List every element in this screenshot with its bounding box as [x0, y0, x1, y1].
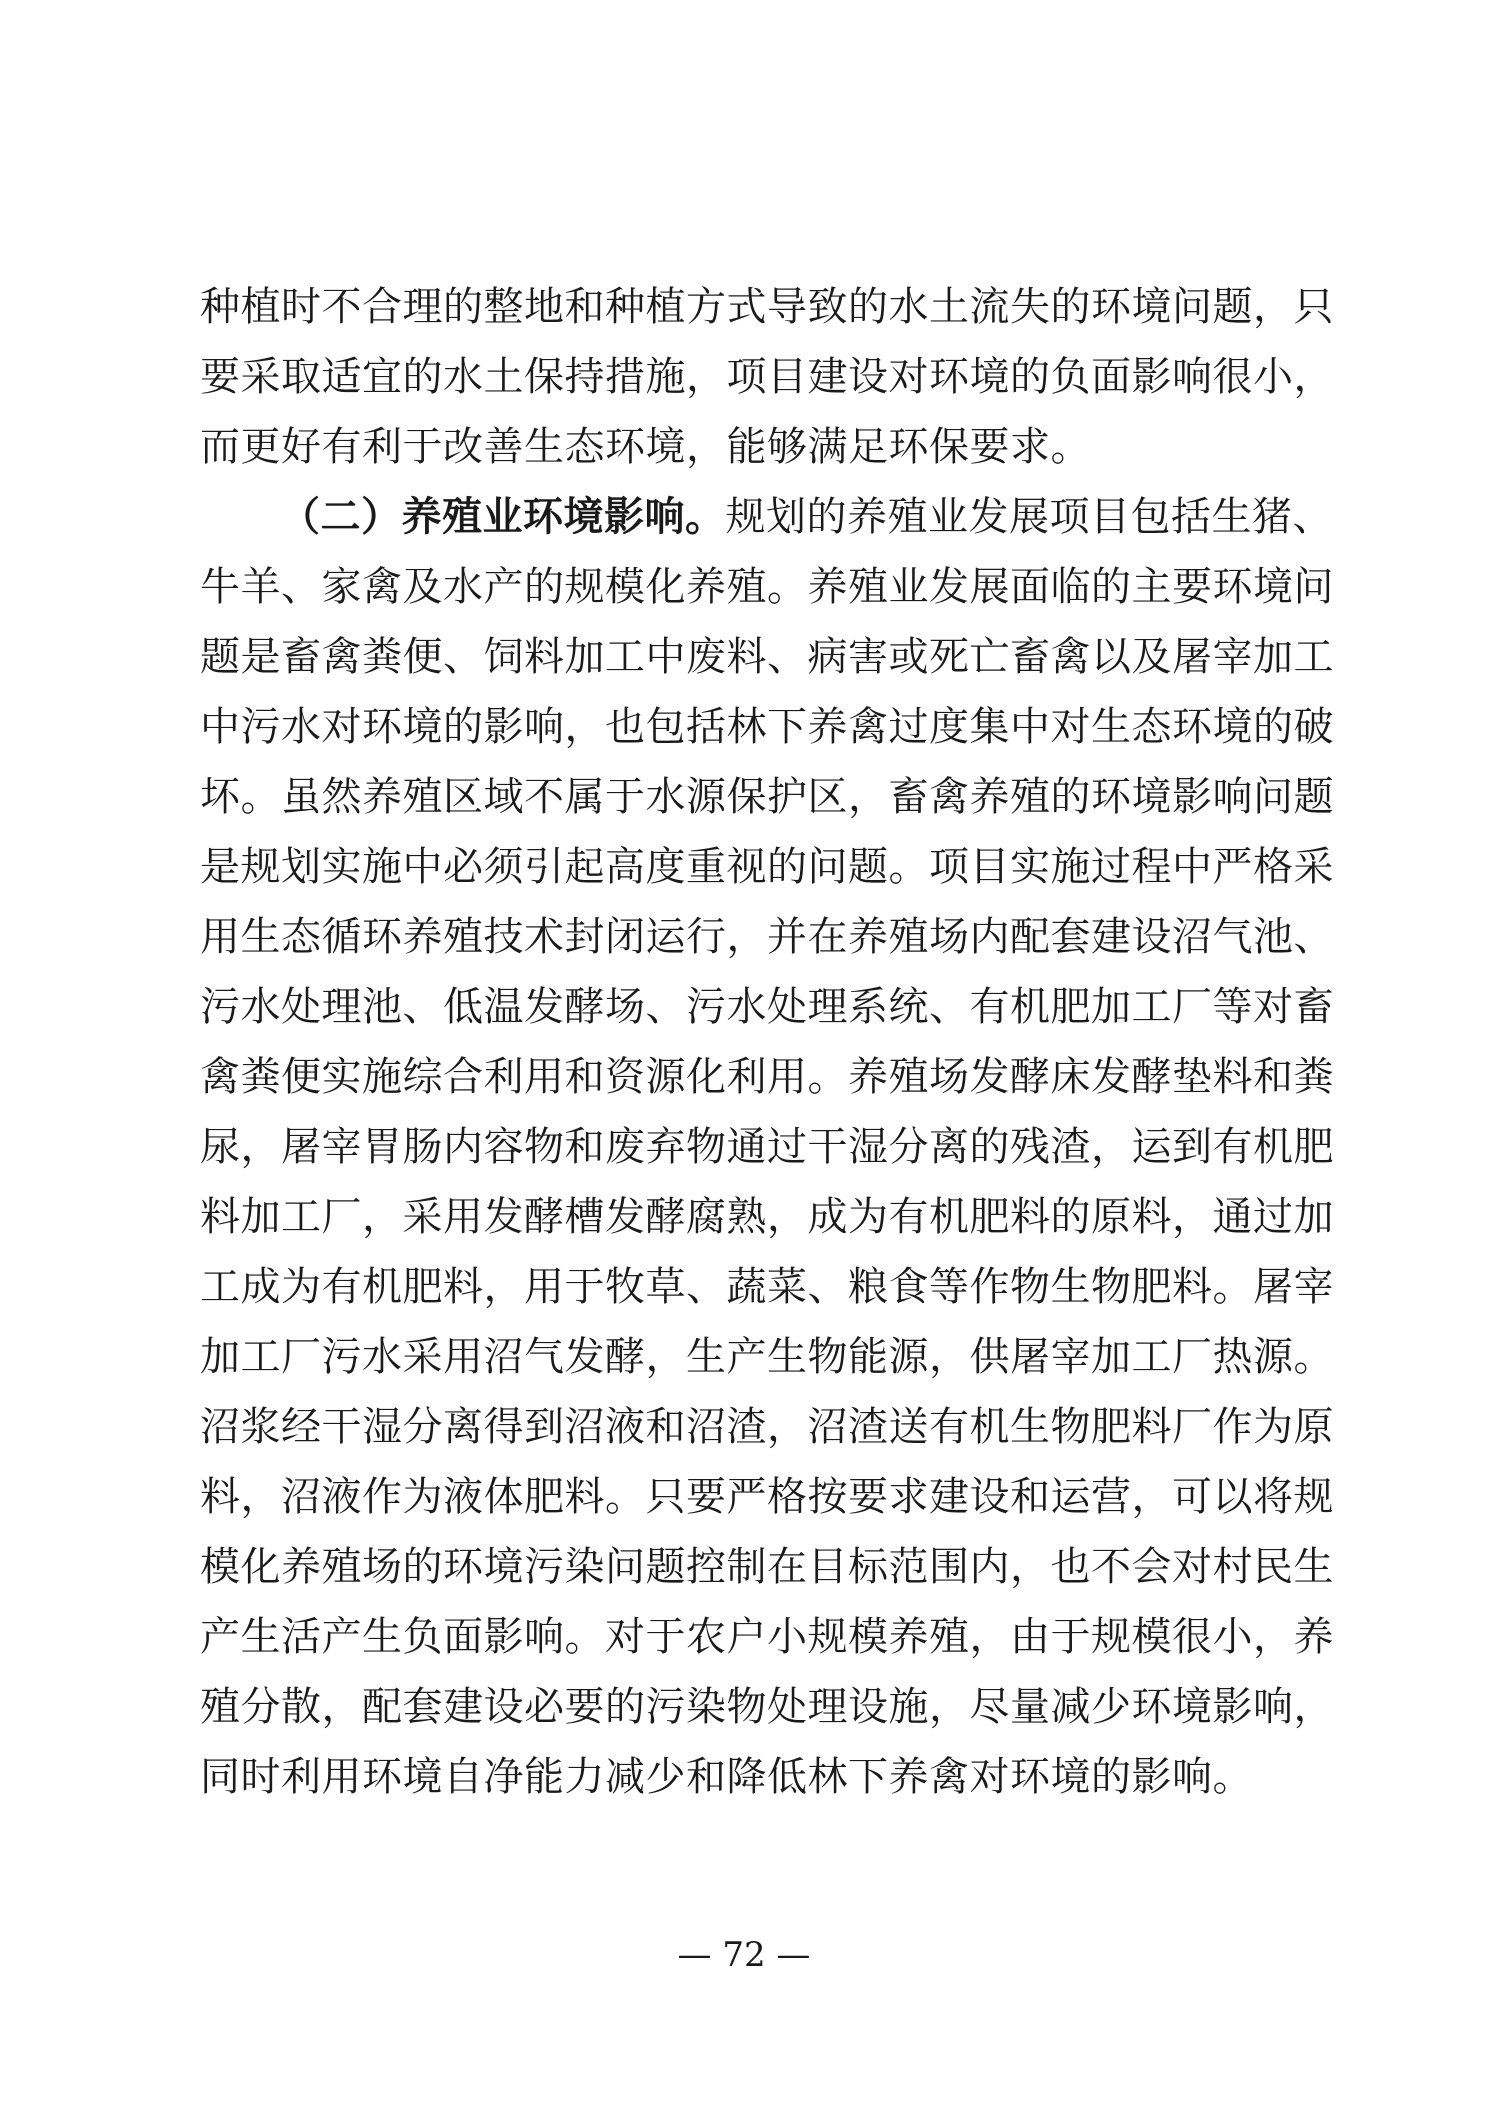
paragraph-2-line: 沼浆经干湿分离得到沼液和沼渣，沼渣送有机生物肥料厂作为原 — [200, 1404, 1334, 1450]
paragraph-1-line: 而更好有利于改善生态环境，能够满足环保要求。 — [200, 424, 1091, 470]
paragraph-2-line: 加工厂污水采用沼气发酵，生产生物能源，供屠宰加工厂热源。 — [200, 1334, 1334, 1380]
paragraph-2-line: 牛羊、家禽及水产的规模化养殖。养殖业发展面临的主要环境问 — [200, 564, 1334, 610]
paragraph-2-line: 坏。虽然养殖区域不属于水源保护区，畜禽养殖的环境影响问题 — [200, 774, 1334, 820]
paragraph-2-line: 料，沼液作为液体肥料。只要严格按要求建设和运营，可以将规 — [200, 1474, 1334, 1520]
paragraph-1-line: 要采取适宜的水土保持措施，项目建设对环境的负面影响很小， — [200, 354, 1334, 400]
paragraph-2-line: 是规划实施中必须引起高度重视的问题。项目实施过程中严格采 — [200, 844, 1334, 890]
paragraph-2-line: 料加工厂，采用发酵槽发酵腐熟，成为有机肥料的原料，通过加 — [200, 1194, 1334, 1240]
paragraph-1-line: 种植时不合理的整地和种植方式导致的水土流失的环境问题，只 — [200, 284, 1334, 330]
paragraph-2-line: 中污水对环境的影响，也包括林下养禽过度集中对生态环境的破 — [200, 704, 1334, 750]
paragraph-2-line: 尿，屠宰胃肠内容物和废弃物通过干湿分离的残渣，运到有机肥 — [200, 1124, 1334, 1170]
paragraph-2-line: 同时利用环境自净能力减少和降低林下养禽对环境的影响。 — [200, 1754, 1253, 1800]
page-number: — 72 — — [677, 1935, 811, 1975]
paragraph-2-line: 禽粪便实施综合利用和资源化利用。养殖场发酵床发酵垫料和粪 — [200, 1054, 1334, 1100]
paragraph-2-line: 题是畜禽粪便、饲料加工中废料、病害或死亡畜禽以及屠宰加工 — [200, 634, 1334, 680]
body-text — [200, 272, 1334, 1812]
paragraph-2-line: 工成为有机肥料，用于牧草、蔬菜、粮食等作物生物肥料。屠宰 — [200, 1264, 1334, 1310]
paragraph-2-line: 产生活产生负面影响。对于农户小规模养殖，由于规模很小，养 — [200, 1614, 1334, 1660]
section-heading: （二）养殖业环境影响。 — [280, 494, 726, 540]
paragraph-2-first-line-text: 规划的养殖业发展项目包括生猪、 — [725, 494, 1333, 540]
paragraph-2-first-line — [200, 482, 1333, 552]
paragraph-2-line: 用生态循环养殖技术封闭运行，并在养殖场内配套建设沼气池、 — [200, 914, 1334, 960]
paragraph-2-line: 殖分散，配套建设必要的污染物处理设施，尽量减少环境影响， — [200, 1684, 1334, 1730]
paragraph-2-line: 污水处理池、低温发酵场、污水处理系统、有机肥加工厂等对畜 — [200, 984, 1334, 1030]
paragraph-2-line: 模化养殖场的环境污染问题控制在目标范围内，也不会对村民生 — [200, 1544, 1334, 1590]
